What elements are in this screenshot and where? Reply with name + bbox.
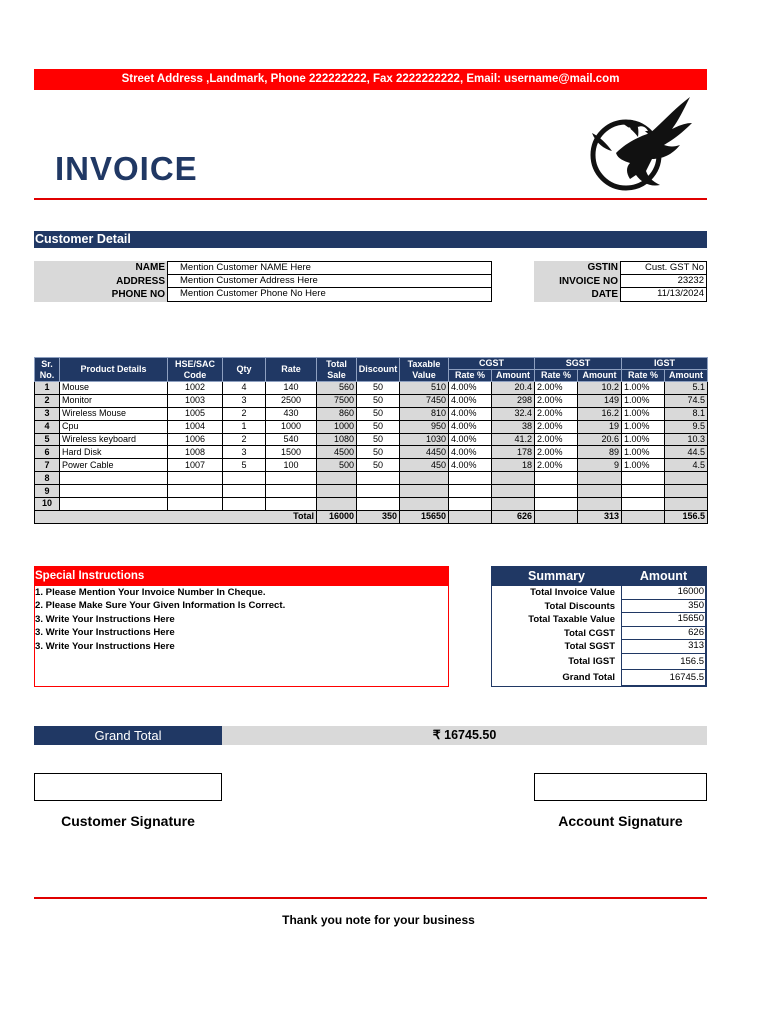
cell-total-sale [317, 498, 357, 511]
gstin-label: GSTIN [587, 262, 618, 273]
col-cgst-amount: Amount [492, 370, 535, 382]
col-taxable: Taxable Value [400, 358, 449, 382]
cell-taxable: 950 [400, 420, 449, 433]
col-discount: Discount [357, 358, 400, 382]
cell-igst-amount: 5.1 [665, 382, 708, 395]
cell-total-sale [317, 485, 357, 498]
col-sgst: SGST [535, 358, 622, 370]
cell-sgst-rate: 2.00% [535, 382, 578, 395]
cell-srno: 1 [35, 382, 60, 395]
cell-igst-amount: 4.5 [665, 459, 708, 472]
special-instructions [34, 566, 449, 687]
cell-cgst-rate [449, 485, 492, 498]
cell-cgst-amount: 20.4 [492, 382, 535, 395]
summary-row [492, 586, 706, 600]
cell-cgst-amount: 18 [492, 459, 535, 472]
totals-taxable: 15650 [400, 510, 449, 523]
eagle-logo-icon [582, 93, 694, 197]
cell-srno: 4 [35, 420, 60, 433]
cell-sgst-amount: 10.2 [578, 382, 622, 395]
table-row [35, 485, 708, 498]
cell-hsn [168, 498, 223, 511]
table-row [35, 420, 708, 433]
customer-phone-field[interactable]: Mention Customer Phone No Here [167, 288, 492, 302]
cell-igst-rate: 1.00% [622, 394, 665, 407]
customer-values [167, 261, 492, 302]
cell-cgst-rate: 4.00% [449, 394, 492, 407]
cell-igst-amount: 74.5 [665, 394, 708, 407]
cell-cgst-amount: 178 [492, 446, 535, 459]
cell-hsn: 1003 [168, 394, 223, 407]
cell-cgst-rate: 4.00% [449, 382, 492, 395]
summary-value: 156.5 [621, 654, 706, 670]
cell-qty [223, 498, 266, 511]
cell-discount [357, 498, 400, 511]
cell-cgst-amount [492, 498, 535, 511]
cell-sgst-amount: 89 [578, 446, 622, 459]
col-total-sale: Total Sale [317, 358, 357, 382]
cell-igst-amount: 44.5 [665, 446, 708, 459]
cell-qty: 5 [223, 459, 266, 472]
col-srno: Sr. No. [35, 358, 60, 382]
summary-row [492, 654, 706, 670]
table-row [35, 394, 708, 407]
cell-taxable [400, 498, 449, 511]
cell-taxable [400, 472, 449, 485]
instruction-item: 2. Please Make Sure Your Given Information Is Correct. [35, 600, 286, 612]
cell-sgst-rate: 2.00% [535, 407, 578, 420]
account-signature-label: Account Signature [558, 813, 683, 829]
cell-qty: 3 [223, 394, 266, 407]
customer-phone-label: PHONE NO [111, 289, 165, 301]
thank-you-note: Thank you note for your business [282, 913, 475, 927]
gstin-field[interactable]: Cust. GST No [620, 261, 707, 275]
cell-hsn [168, 485, 223, 498]
cell-cgst-amount: 298 [492, 394, 535, 407]
cell-cgst-rate: 4.00% [449, 420, 492, 433]
col-igst: IGST [622, 358, 708, 370]
cell-rate: 430 [266, 407, 317, 420]
cell-total-sale: 4500 [317, 446, 357, 459]
cell-discount: 50 [357, 382, 400, 395]
col-sgst-amount: Amount [578, 370, 622, 382]
footer-divider [34, 897, 707, 899]
cell-rate: 1500 [266, 446, 317, 459]
cell-rate [266, 498, 317, 511]
col-product: Product Details [60, 358, 168, 382]
table-row [35, 446, 708, 459]
cell-discount: 50 [357, 420, 400, 433]
cell-discount [357, 485, 400, 498]
summary-title: Summary [528, 569, 585, 583]
summary-value: 16745.5 [621, 670, 706, 686]
cell-sgst-rate: 2.00% [535, 459, 578, 472]
cell-cgst-amount: 38 [492, 420, 535, 433]
invoice-info-values [620, 261, 707, 302]
cell-rate [266, 472, 317, 485]
totals-igst: 156.5 [665, 510, 708, 523]
cell-cgst-amount: 41.2 [492, 433, 535, 446]
cell-qty [223, 485, 266, 498]
cell-igst-rate: 1.00% [622, 433, 665, 446]
table-row [35, 382, 708, 395]
customer-name-label: NAME [135, 262, 165, 273]
cell-sgst-amount [578, 485, 622, 498]
summary-value: 16000 [621, 586, 706, 600]
instruction-item: 3. Write Your Instructions Here [35, 613, 175, 625]
cell-igst-rate [622, 498, 665, 511]
cell-sgst-rate: 2.00% [535, 420, 578, 433]
cell-cgst-amount [492, 472, 535, 485]
cell-cgst-rate: 4.00% [449, 446, 492, 459]
special-instructions-header: Special Instructions [35, 567, 448, 586]
customer-signature-label: Customer Signature [61, 813, 195, 829]
cell-sgst-amount: 16.2 [578, 407, 622, 420]
cell-srno: 7 [35, 459, 60, 472]
cell-qty [223, 472, 266, 485]
account-signature-box[interactable] [534, 773, 707, 801]
invoice-no-field[interactable]: 23232 [620, 275, 707, 289]
cell-hsn: 1007 [168, 459, 223, 472]
totals-sale: 16000 [317, 510, 357, 523]
cell-rate: 540 [266, 433, 317, 446]
cell-sgst-amount [578, 472, 622, 485]
cell-hsn: 1004 [168, 420, 223, 433]
cell-taxable [400, 485, 449, 498]
cell-discount: 50 [357, 407, 400, 420]
summary-value: 626 [621, 627, 706, 641]
col-cgst: CGST [449, 358, 535, 370]
cell-igst-rate: 1.00% [622, 420, 665, 433]
summary-label: Total SGST [564, 641, 615, 653]
table-row [35, 407, 708, 420]
cell-discount: 50 [357, 433, 400, 446]
customer-section-header: Customer Detail [34, 231, 707, 248]
col-igst-amount: Amount [665, 370, 708, 382]
cell-srno: 2 [35, 394, 60, 407]
summary-panel [491, 566, 707, 687]
grand-total-label: Grand Total [34, 726, 222, 745]
cell-igst-amount: 9.5 [665, 420, 708, 433]
cell-rate: 100 [266, 459, 317, 472]
cell-hsn: 1008 [168, 446, 223, 459]
cell-qty: 2 [223, 407, 266, 420]
cell-product: Power Cable [60, 459, 168, 472]
cell-product: Cpu [60, 420, 168, 433]
cell-igst-rate: 1.00% [622, 459, 665, 472]
cell-total-sale: 7500 [317, 394, 357, 407]
grand-total-value: ₹ 16745.50 [222, 726, 707, 745]
cell-rate: 140 [266, 382, 317, 395]
totals-blank [535, 510, 578, 523]
cell-taxable: 7450 [400, 394, 449, 407]
cell-product [60, 485, 168, 498]
cell-hsn: 1006 [168, 433, 223, 446]
cell-igst-amount: 8.1 [665, 407, 708, 420]
cell-sgst-rate: 2.00% [535, 394, 578, 407]
instruction-item: 3. Write Your Instructions Here [35, 627, 175, 639]
cell-sgst-amount: 9 [578, 459, 622, 472]
cell-cgst-rate: 4.00% [449, 407, 492, 420]
cell-product: Wireless Mouse [60, 407, 168, 420]
cell-srno: 10 [35, 498, 60, 511]
summary-label: Total Invoice Value [530, 587, 615, 598]
cell-srno: 3 [35, 407, 60, 420]
col-qty: Qty [223, 358, 266, 382]
invoice-no-label: INVOICE NO [559, 275, 618, 287]
cell-sgst-amount: 20.6 [578, 433, 622, 446]
summary-label: Total Taxable Value [528, 614, 615, 626]
summary-row [492, 613, 706, 627]
cell-total-sale: 860 [317, 407, 357, 420]
cell-qty: 1 [223, 420, 266, 433]
col-cgst-rate: Rate % [449, 370, 492, 382]
summary-value: 15650 [621, 613, 706, 627]
cell-srno: 6 [35, 446, 60, 459]
cell-taxable: 450 [400, 459, 449, 472]
summary-label: Grand Total [562, 671, 615, 683]
totals-label: Total [35, 510, 317, 523]
cell-cgst-rate: 4.00% [449, 433, 492, 446]
cell-hsn: 1002 [168, 382, 223, 395]
cell-igst-amount [665, 485, 708, 498]
col-sgst-rate: Rate % [535, 370, 578, 382]
summary-row [492, 640, 706, 654]
cell-total-sale: 500 [317, 459, 357, 472]
cell-srno: 8 [35, 472, 60, 485]
cell-sgst-amount: 149 [578, 394, 622, 407]
cell-taxable: 510 [400, 382, 449, 395]
cell-rate: 1000 [266, 420, 317, 433]
cell-taxable: 4450 [400, 446, 449, 459]
totals-cgst: 626 [492, 510, 535, 523]
table-row [35, 498, 708, 511]
customer-signature-box[interactable] [34, 773, 222, 801]
cell-sgst-rate [535, 498, 578, 511]
page-title: INVOICE [55, 150, 198, 187]
cell-cgst-amount [492, 485, 535, 498]
cell-igst-rate: 1.00% [622, 407, 665, 420]
date-label: DATE [591, 289, 618, 301]
cell-total-sale: 1000 [317, 420, 357, 433]
summary-row [492, 627, 706, 641]
instruction-item: 1. Please Mention Your Invoice Number In Cheque. [35, 587, 266, 598]
cell-discount: 50 [357, 446, 400, 459]
cell-srno: 5 [35, 433, 60, 446]
summary-value: 313 [621, 640, 706, 654]
cell-igst-rate [622, 472, 665, 485]
instructions-list [35, 586, 448, 653]
invoice-info-labels [534, 261, 620, 302]
summary-label: Total Discounts [544, 600, 615, 612]
cell-taxable: 810 [400, 407, 449, 420]
summary-label: Total IGST [568, 655, 615, 667]
totals-blank [449, 510, 492, 523]
cell-sgst-rate: 2.00% [535, 433, 578, 446]
cell-taxable: 1030 [400, 433, 449, 446]
cell-cgst-rate [449, 472, 492, 485]
cell-igst-rate: 1.00% [622, 382, 665, 395]
cell-igst-rate [622, 485, 665, 498]
cell-rate [266, 485, 317, 498]
customer-address-field[interactable]: Mention Customer Address Here [167, 275, 492, 289]
totals-row [35, 510, 708, 523]
table-row [35, 472, 708, 485]
cell-igst-amount [665, 498, 708, 511]
cell-sgst-rate [535, 472, 578, 485]
cell-discount [357, 472, 400, 485]
cell-igst-amount [665, 472, 708, 485]
summary-label: Total CGST [563, 627, 615, 639]
col-rate: Rate [266, 358, 317, 382]
table-row [35, 433, 708, 446]
cell-sgst-rate: 2.00% [535, 446, 578, 459]
customer-name-field[interactable]: Mention Customer NAME Here [167, 261, 492, 275]
totals-discount: 350 [357, 510, 400, 523]
customer-labels [34, 261, 167, 302]
cell-discount: 50 [357, 459, 400, 472]
cell-cgst-rate: 4.00% [449, 459, 492, 472]
cell-sgst-rate [535, 485, 578, 498]
cell-product: Wireless keyboard [60, 433, 168, 446]
header-divider [34, 198, 707, 200]
cell-hsn [168, 472, 223, 485]
cell-discount: 50 [357, 394, 400, 407]
cell-igst-amount: 10.3 [665, 433, 708, 446]
cell-cgst-amount: 32.4 [492, 407, 535, 420]
summary-row [492, 670, 706, 686]
cell-product [60, 472, 168, 485]
date-field[interactable]: 11/13/2024 [620, 288, 707, 302]
summary-header [492, 567, 706, 586]
cell-qty: 2 [223, 433, 266, 446]
cell-sgst-amount: 19 [578, 420, 622, 433]
cell-total-sale: 1080 [317, 433, 357, 446]
product-table [34, 357, 708, 524]
summary-row [492, 600, 706, 614]
cell-sgst-amount [578, 498, 622, 511]
table-row [35, 459, 708, 472]
summary-value: 350 [621, 600, 706, 614]
col-igst-rate: Rate % [622, 370, 665, 382]
cell-qty: 3 [223, 446, 266, 459]
cell-cgst-rate [449, 498, 492, 511]
cell-product: Hard Disk [60, 446, 168, 459]
instruction-item: 3. Write Your Instructions Here [35, 640, 175, 652]
cell-total-sale [317, 472, 357, 485]
col-hsn: HSE/SAC Code [168, 358, 223, 382]
totals-blank [622, 510, 665, 523]
cell-qty: 4 [223, 382, 266, 395]
cell-srno: 9 [35, 485, 60, 498]
customer-address-label: ADDRESS [116, 275, 165, 287]
cell-product: Mouse [60, 382, 168, 395]
cell-igst-rate: 1.00% [622, 446, 665, 459]
cell-rate: 2500 [266, 394, 317, 407]
cell-hsn: 1005 [168, 407, 223, 420]
totals-sgst: 313 [578, 510, 622, 523]
summary-amount-title: Amount [639, 569, 688, 583]
cell-product [60, 498, 168, 511]
address-banner: Street Address ,Landmark, Phone 222222222, Fax 2222222222, Email: username@mail.com [34, 69, 707, 90]
cell-total-sale: 560 [317, 382, 357, 395]
cell-product: Monitor [60, 394, 168, 407]
